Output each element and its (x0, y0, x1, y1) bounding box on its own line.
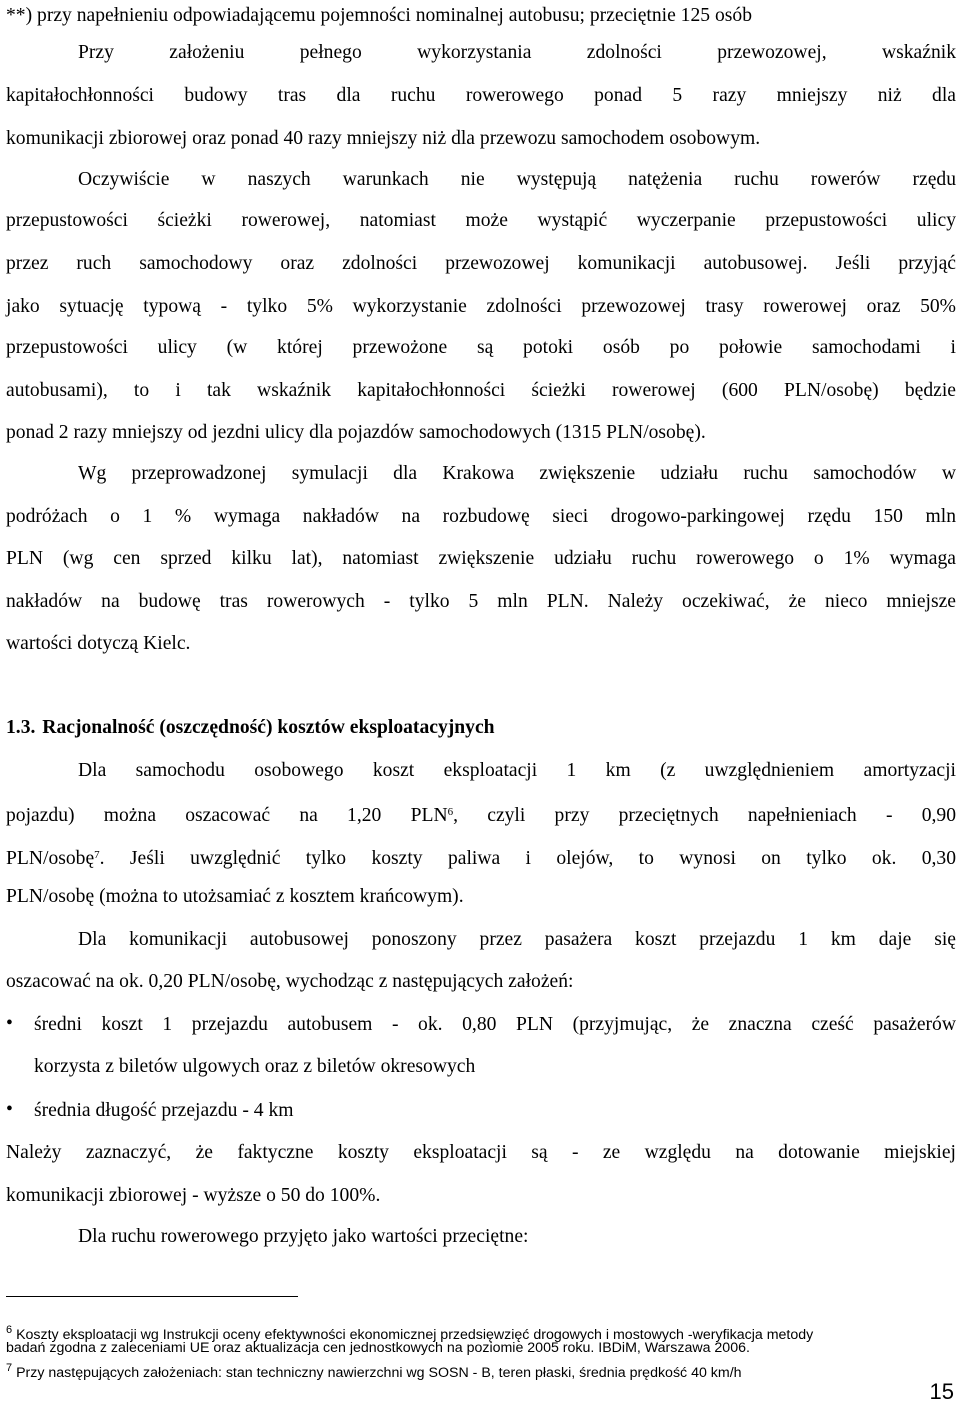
paragraph-line: przepustowości ulicy (w której przewożone są potoki osób po połowie samochodami i (6, 337, 956, 358)
bullet-item-continuation: korzysta z biletów ulgowych oraz z biletów okresowych (34, 1056, 476, 1077)
footnote-6-continuation: badań zgodna z zaleceniami UE oraz aktualizacja cen jednostkowych na poziomie 2005 roku. IBDiM, Warszawa 2006. (6, 1340, 750, 1356)
bullet-item: średni koszt 1 przejazdu autobusem - ok. 0,80 PLN (przyjmując, że znaczna cześć pasażerów (34, 1014, 956, 1035)
paragraph-line: Oczywiście w naszych warunkach nie występują natężenia ruchu rowerów rzędu (78, 169, 956, 190)
paragraph-line: Wg przeprowadzonej symulacji dla Krakowa zwiększenie udziału ruchu samochodów w (78, 463, 956, 484)
footnote-separator (6, 1296, 298, 1297)
note-line: **) przy napełnieniu odpowiadającemu pojemności nominalnej autobusu; przeciętnie 125 osób (6, 5, 752, 26)
bullet-item: średnia długość przejazdu - 4 km (34, 1100, 294, 1121)
footnote-6: $^6$ Koszty eksploatacji wg Instrukcji oceny efektywności ekonomicznej przedsięwzięć drogowych i mostowych -weryfikacja metody (6, 1324, 814, 1343)
footnote-ref-6[interactable]: 6 (447, 806, 454, 818)
paragraph-line: Należy zaznaczyć, że faktyczne koszty eksploatacji są - ze względu na dotowanie miejskiej (6, 1142, 956, 1163)
paragraph-line: komunikacji zbiorowej oraz ponad 40 razy mniejszy niż dla przewozu samochodem osobowym. (6, 128, 761, 149)
paragraph-line: PLN/osobę (można to utożsamiać z kosztem krańcowym). (6, 886, 464, 907)
paragraph-line: kapitałochłonności budowy tras dla ruchu rowerowego ponad 5 razy mniejszy niż dla (6, 85, 956, 106)
paragraph-line: wartości dotyczą Kielc. (6, 633, 191, 654)
paragraph-line: PLN/osobę$^7$. Jeśli uwzględnić tylko koszty paliwa i olejów, to wynosi on tylko ok. 0,30 (6, 848, 956, 869)
paragraph-line: Przy założeniu pełnego wykorzystania zdolności przewozowej, wskaźnik (78, 42, 956, 63)
footnote-7: $^7$ Przy następujących założeniach: stan techniczny nawierzchni wg SOSN - B, teren płaski, średnia prędkość 40 km/h (6, 1362, 742, 1381)
paragraph-line: przepustowości ścieżki rowerowej, natomiast może wystąpić wyczerpanie przepustowości ulicy (6, 210, 956, 231)
bullet-marker: • (6, 1099, 13, 1120)
footnote-ref-7[interactable]: 7 (94, 849, 100, 861)
section-number: 1.3. (6, 717, 36, 738)
paragraph-line: ponad 2 razy mniejszy od jezdni ulicy dla pojazdów samochodowych (1315 PLN/osobę). (6, 422, 706, 443)
paragraph-line: przez ruch samochodowy oraz zdolności przewozowej komunikacji autobusowej. Jeśli przyjąć (6, 253, 956, 274)
paragraph-line: pojazdu) można oszacować na 1,20 PLN$^6$, czyli przy przeciętnych napełnieniach - 0,90 (6, 805, 956, 826)
paragraph-line: oszacować na ok. 0,20 PLN/osobę, wychodząc z następujących założeń: (6, 971, 574, 992)
section-title: Racjonalność (oszczędność) kosztów eksploatacyjnych (42, 717, 495, 738)
paragraph-line: nakładów na budowę tras rowerowych - tylko 5 mln PLN. Należy oczekiwać, że nieco mniejsze (6, 591, 956, 612)
paragraph-line: podróżach o 1 % wymaga nakładów na rozbudowę sieci drogowo-parkingowej rzędu 150 mln (6, 506, 956, 527)
paragraph-line: komunikacji zbiorowej - wyższe o 50 do 100%. (6, 1185, 381, 1206)
bullet-marker: • (6, 1013, 13, 1034)
page-number: 15 (929, 1379, 954, 1404)
section-heading (6, 716, 956, 740)
paragraph-line: PLN (wg cen sprzed kilku lat), natomiast zwiększenie udziału ruchu rowerowego o 1% wymaga (6, 548, 956, 569)
paragraph-line: jako sytuację typową - tylko 5% wykorzystanie zdolności przewozowej trasy rowerowej oraz 50% (6, 296, 956, 317)
paragraph-line: Dla komunikacji autobusowej ponoszony przez pasażera koszt przejazdu 1 km daje się (78, 929, 956, 950)
paragraph-line: autobusami), to i tak wskaźnik kapitałochłonności ścieżki rowerowej (600 PLN/osobę) będzie (6, 380, 956, 401)
paragraph-line: Dla ruchu rowerowego przyjęto jako wartości przeciętne: (78, 1226, 529, 1247)
paragraph-line: Dla samochodu osobowego koszt eksploatacji 1 km (z uwzględnieniem amortyzacji (78, 760, 956, 781)
